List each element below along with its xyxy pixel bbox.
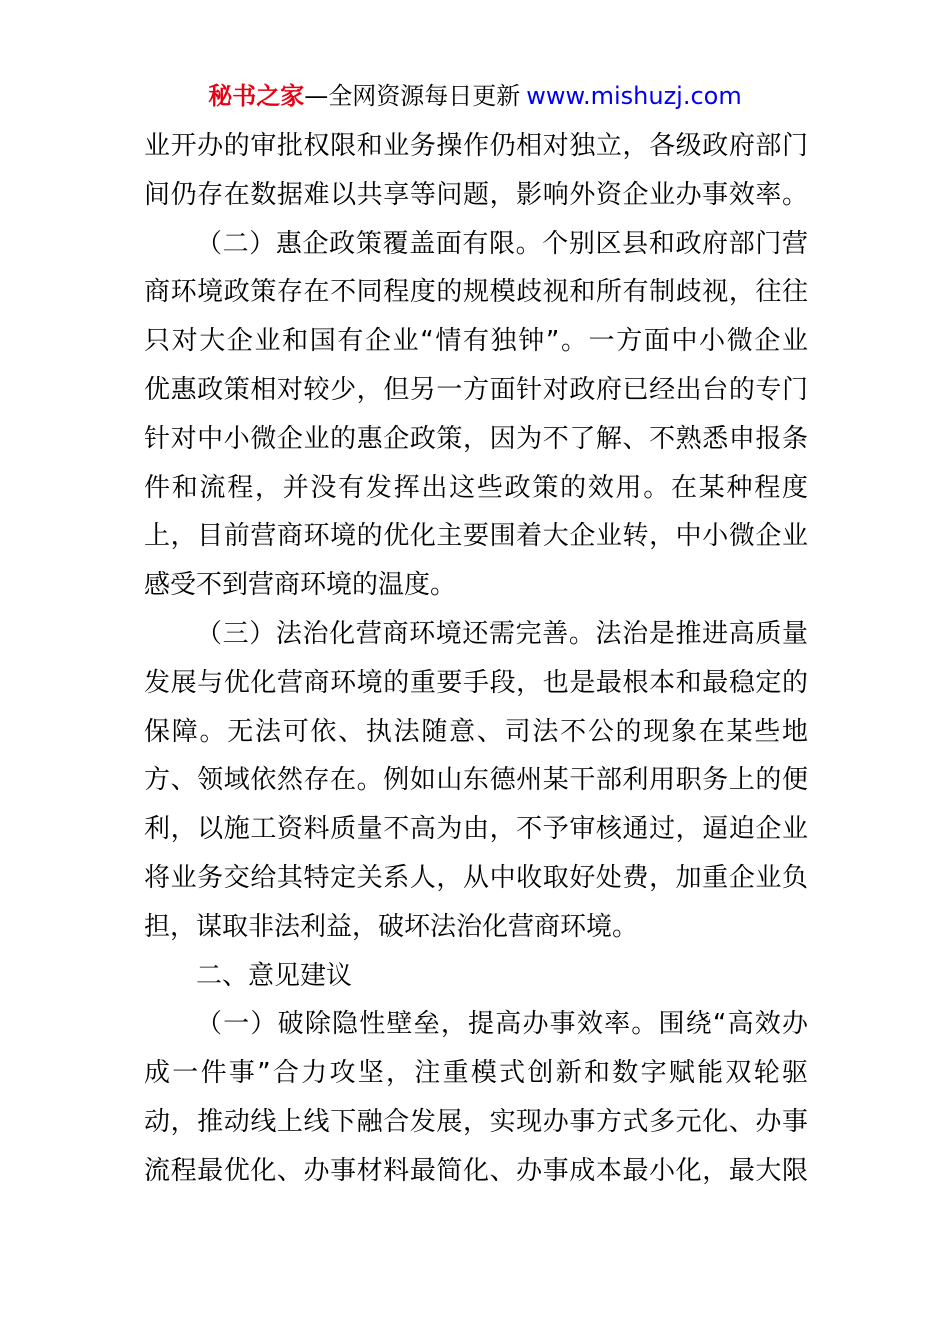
site-header bbox=[0, 78, 950, 114]
text-line: 商环境政策存在不同程度的规模歧视和所有制歧视，往往 bbox=[144, 277, 808, 308]
text-line: 利，以施工资料质量不高为由，不予审核通过，逼迫企业 bbox=[144, 814, 808, 845]
site-slogan: —全网资源每日更新 bbox=[304, 82, 521, 110]
text-line: 上，目前营商环境的优化主要围着大企业转，中小微企业 bbox=[144, 521, 808, 552]
text-line: 业开办的审批权限和业务操作仍相对独立，各级政府部门 bbox=[144, 131, 808, 161]
site-url-link[interactable]: www.mishuzj.com bbox=[526, 82, 742, 110]
section-heading-line: （二）惠企政策覆盖面有限。个别区县和政府部门营 bbox=[196, 228, 808, 259]
text-line: 件和流程，并没有发挥出这些政策的效用。在某种程度 bbox=[144, 472, 808, 503]
text-line: 流程最优化、办事材料最简化、办事成本最小化，最大限 bbox=[144, 1155, 808, 1186]
text-line: 动，推动线上线下融合发展，实现办事方式多元化、办事 bbox=[144, 1106, 808, 1137]
site-brand: 秘书之家 bbox=[208, 82, 305, 110]
text-line: 间仍存在数据难以共享等问题，影响外资企业办事效率。 bbox=[144, 179, 808, 210]
text-line: 针对中小微企业的惠企政策，因为不了解、不熟悉申报条 bbox=[144, 423, 808, 454]
text-line: 成一件事”合力攻坚，注重模式创新和数字赋能双轮驱 bbox=[144, 1058, 808, 1089]
section-heading-line: （三）法治化营商环境还需完善。法治是推进高质量 bbox=[196, 618, 808, 649]
text-line: 感受不到营商环境的温度。 bbox=[144, 570, 457, 601]
text-line: 发展与优化营商环境的重要手段，也是最根本和最稳定的 bbox=[144, 667, 808, 698]
text-line: 优惠政策相对较少，但另一方面针对政府已经出台的专门 bbox=[144, 374, 808, 405]
text-line: 保障。无法可依、执法随意、司法不公的现象在某些地 bbox=[144, 716, 808, 747]
text-line: 将业务交给其特定关系人，从中收取好处费，加重企业负 bbox=[144, 862, 808, 893]
section-heading-line: （一）破除隐性壁垒，提高办事效率。围绕“高效办 bbox=[196, 1009, 808, 1040]
text-line: 方、领域依然存在。例如山东德州某干部利用职务上的便 bbox=[144, 765, 808, 796]
text-line: 担，谋取非法利益，破坏法治化营商环境。 bbox=[144, 911, 639, 942]
chapter-heading-line: 二、意见建议 bbox=[196, 960, 353, 991]
document-body bbox=[144, 122, 808, 1196]
text-line: 只对大企业和国有企业“情有独钟”。一方面中小微企业 bbox=[144, 326, 808, 357]
